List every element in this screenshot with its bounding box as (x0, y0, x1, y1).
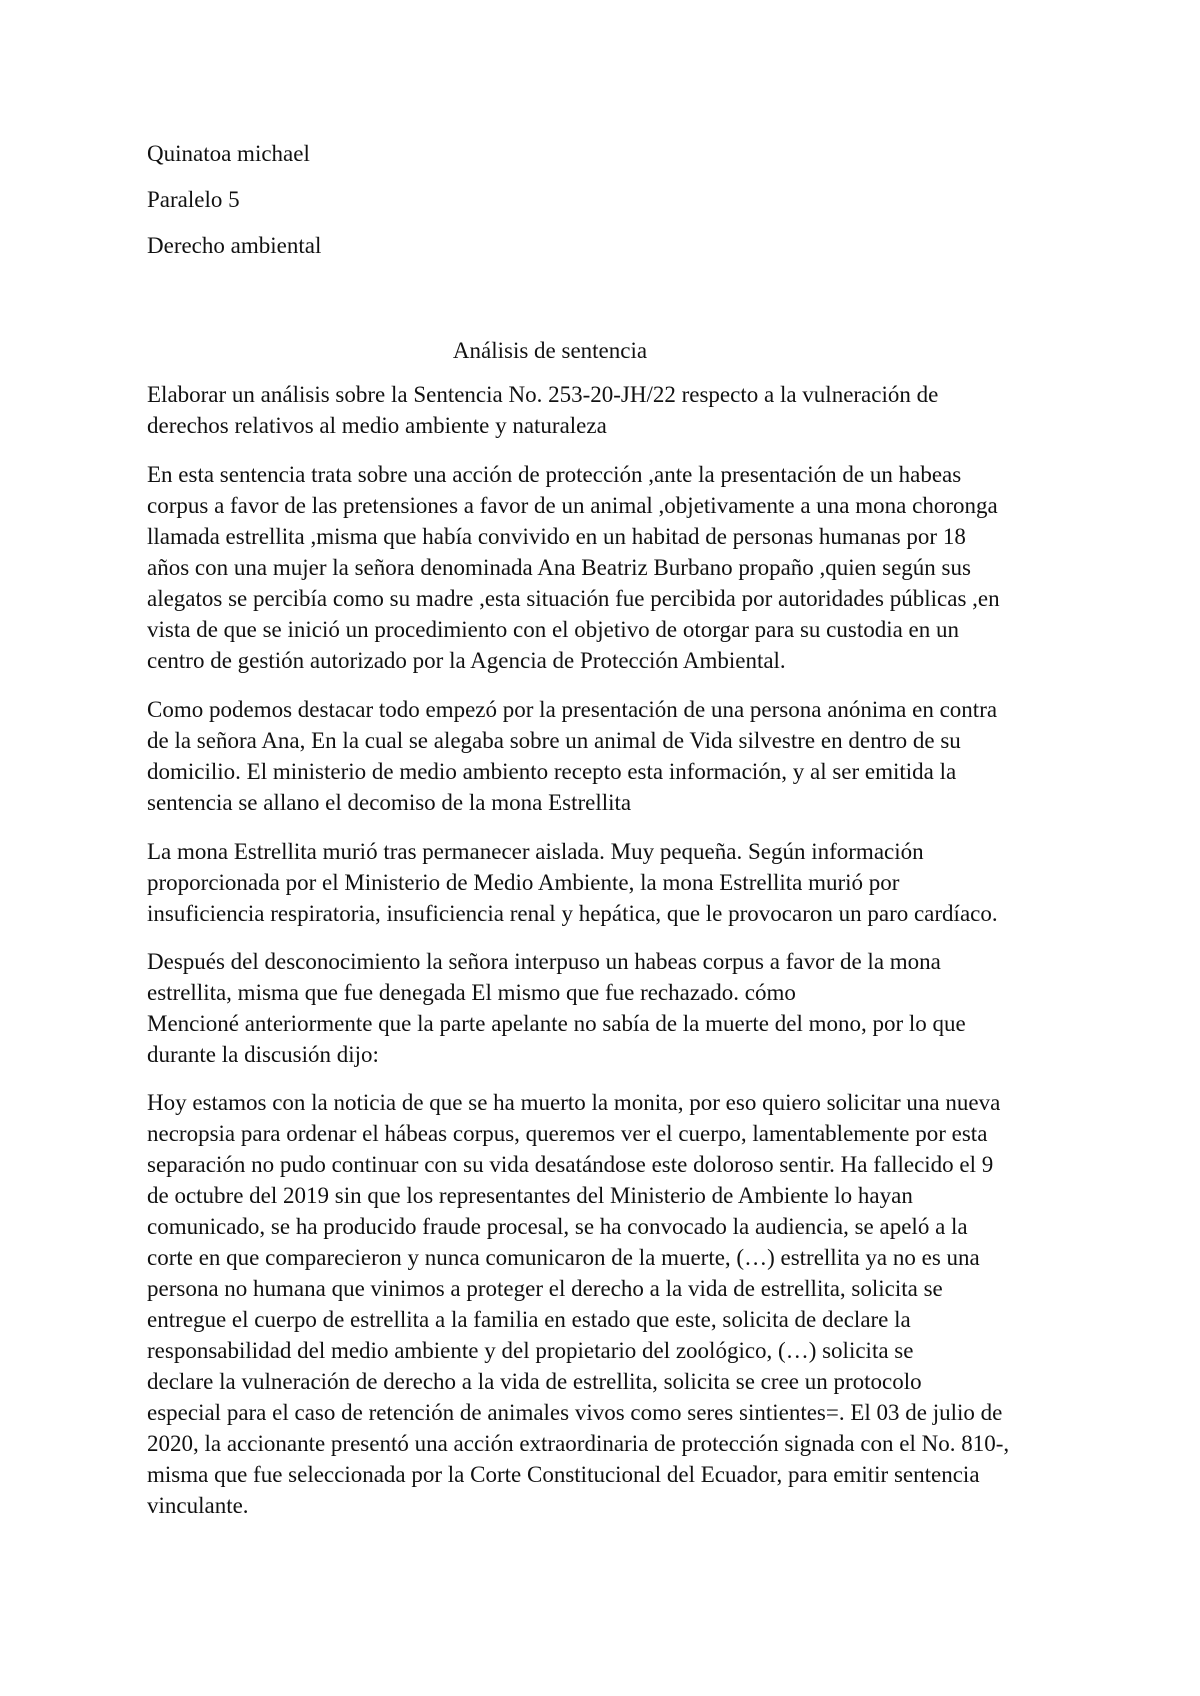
paragraph-intro (147, 379, 1047, 441)
text-line: declare la vulneración de derecho a la vida de estrellita, solicita se cree un protocolo (147, 1369, 922, 1394)
text-line: necropsia para ordenar el hábeas corpus, queremos ver el cuerpo, lamentablemente por esta (147, 1121, 988, 1146)
paragraph-habeas-corpus (147, 946, 1047, 1070)
text-line: derechos relativos al medio ambiente y naturaleza (147, 413, 607, 438)
text-line: vista de que se inició un procedimiento con el objetivo de otorgar para su custodia en un (147, 617, 960, 642)
course-name: Derecho ambiental (147, 233, 322, 258)
text-line: años con una mujer la señora denominada Ana Beatriz Burbano propaño ,quien según sus (147, 555, 971, 580)
text-line: de la señora Ana, En la cual se alegaba sobre un animal de Vida silvestre en dentro de su (147, 728, 961, 753)
text-line: Como podemos destacar todo empezó por la presentación de una persona anónima en contra (147, 697, 998, 722)
section-label: Paralelo 5 (147, 187, 240, 212)
text-line: entregue el cuerpo de estrellita a la familia en estado que este, solicita de declare la (147, 1307, 911, 1332)
paragraph-testimony (147, 1087, 1047, 1521)
paragraph-background (147, 694, 1047, 818)
text-line: especial para el caso de retención de animales vivos como seres sintientes=. El 03 de julio de (147, 1400, 1003, 1425)
text-line: proporcionada por el Ministerio de Medio Ambiente, la mona Estrellita murió por (147, 870, 900, 895)
text-line: Elaborar un análisis sobre la Sentencia No. 253-20-JH/22 respecto a la vulneración de (147, 382, 939, 407)
text-line: 2020, la accionante presentó una acción extraordinaria de protección signada con el No. 810-, (147, 1431, 1010, 1456)
text-line: de octubre del 2019 sin que los representantes del Ministerio de Ambiente lo hayan (147, 1183, 913, 1208)
text-line: misma que fue seleccionada por la Corte Constitucional del Ecuador, para emitir sentencia (147, 1462, 980, 1487)
text-line: estrellita, misma que fue denegada El mismo que fue rechazado. cómo (147, 980, 796, 1005)
paragraph-summary (147, 459, 1047, 676)
author-name: Quinatoa michael (147, 141, 310, 166)
text-line: corte en que comparecieron y nunca comunicaron de la muerte, (…) estrellita ya no es una (147, 1245, 980, 1270)
text-line: responsabilidad del medio ambiente y del propietario del zoológico, (…) solicita se (147, 1338, 914, 1363)
text-line: En esta sentencia trata sobre una acción de protección ,ante la presentación de un habeas (147, 462, 962, 487)
text-line: durante la discusión dijo: (147, 1042, 379, 1067)
document-title: Análisis de sentencia (452, 338, 648, 363)
paragraph-death (147, 836, 1047, 929)
text-line: Hoy estamos con la noticia de que se ha muerto la monita, por eso quiero solicitar una nueva (147, 1090, 1001, 1115)
text-line: centro de gestión autorizado por la Agencia de Protección Ambiental. (147, 648, 786, 673)
text-line: insuficiencia respiratoria, insuficiencia renal y hepática, que le provocaron un paro cardíaco. (147, 901, 998, 926)
text-line: Mencioné anteriormente que la parte apelante no sabía de la muerte del mono, por lo que (147, 1011, 966, 1036)
text-line: corpus a favor de las pretensiones a favor de un animal ,objetivamente a una mona choronga (147, 493, 998, 518)
text-line: La mona Estrellita murió tras permanecer aislada. Muy pequeña. Según información (147, 839, 924, 864)
text-line: llamada estrellita ,misma que había convivido en un habitad de personas humanas por 18 (147, 524, 966, 549)
text-line: separación no pudo continuar con su vida desatándose este doloroso sentir. Ha fallecido el 9 (147, 1152, 994, 1177)
text-line: alegatos se percibía como su madre ,esta situación fue percibida por autoridades públicas ,en (147, 586, 1000, 611)
text-line: Después del desconocimiento la señora interpuso un habeas corpus a favor de la mona (147, 949, 941, 974)
text-line: sentencia se allano el decomiso de la mona Estrellita (147, 790, 632, 815)
text-line: vinculante. (147, 1493, 249, 1518)
text-line: domicilio. El ministerio de medio ambiento recepto esta información, y al ser emitida la (147, 759, 957, 784)
text-line: persona no humana que vinimos a proteger el derecho a la vida de estrellita, solicita se (147, 1276, 943, 1301)
text-line: comunicado, se ha producido fraude procesal, se ha convocado la audiencia, se apeló a la (147, 1214, 968, 1239)
